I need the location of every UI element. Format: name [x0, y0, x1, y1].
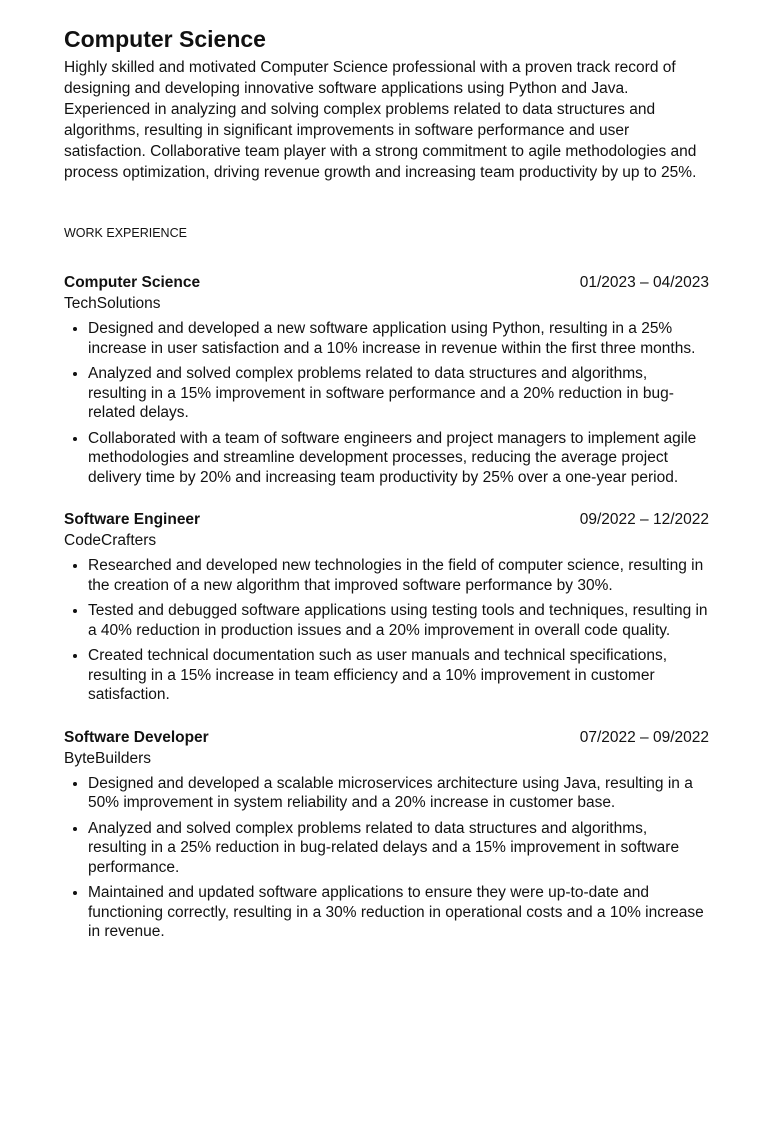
bullet-item: • Tested and debugged software applications using testing tools and techniques, resulting in a 40% reduction in production issues and a 20% improvement in overall code quality. — [88, 601, 709, 640]
company: TechSolutions — [64, 295, 161, 312]
bullet-item: • Maintained and updated software applications to ensure they were up-to-date and functioning correctly, resulting in a 30% reduction in operational costs and a 10% increase in revenue. — [88, 883, 709, 942]
job-dates: 07/2022 – 09/2022 — [579, 728, 709, 746]
job-title: Software Developer — [64, 728, 209, 746]
job-title: Computer Science — [64, 274, 201, 291]
bullet-item: • Researched and developed new technologies in the field of computer science, resulting in the creation of a new algorithm that improved software performance by 30%. — [88, 556, 709, 595]
bullet-item: • Analyzed and solved complex problems related to data structures and algorithms, resulting in a 15% improvement in software performance and a 20% reduction in bug-related delays. — [88, 364, 709, 423]
bullet-item: • Analyzed and solved complex problems related to data structures and algorithms, resulting in a 25% reduction in bug-related delays and a 15% improvement in software performance. — [88, 819, 709, 878]
resume-title: Computer Science — [64, 26, 266, 52]
summary: Highly skilled and motivated Computer Science professional with a proven track record of designing and developing innovative software applications using Python and Java. Experienced in analyzing and solving complex problems related to data structures and algorithms, resulting in significant improvements in software performance and user satisfaction. Collaborative team player with a strong commitment to agile methodologies and process optimization, driving revenue growth and increasing team productivity by up to 25%. — [64, 59, 697, 181]
job-dates: 01/2023 – 04/2023 — [579, 274, 709, 291]
job-entry — [64, 274, 709, 487]
job-entry — [64, 511, 709, 705]
bullet-item: • Designed and developed a new software application using Python, resulting in a 25% increase in user satisfaction and a 10% increase in revenue within the first three months. — [88, 319, 709, 358]
bullet-list — [64, 556, 709, 705]
company: CodeCrafters — [64, 532, 157, 549]
job-title: Software Engineer — [64, 511, 201, 528]
bullet-list — [64, 319, 709, 487]
job-dates: 09/2022 – 12/2022 — [579, 511, 709, 528]
bullet-item: • Created technical documentation such as user manuals and technical specifications, resulting in a 15% increase in team efficiency and a 10% improvement in customer satisfaction. — [88, 646, 709, 705]
company: ByteBuilders — [64, 749, 152, 767]
bullet-item: • Collaborated with a team of software engineers and project managers to implement agile methodologies and streamline development processes, reducing the average project delivery time by 20% and increasing team productivity by 25% over a one-year period. — [88, 429, 709, 488]
job-entry — [64, 729, 709, 942]
section-heading: WORK EXPERIENCE — [64, 226, 187, 240]
bullet-item: • Designed and developed a scalable microservices architecture using Java, resulting in a 50% improvement in system reliability and a 20% increase in customer base. — [88, 774, 709, 813]
bullet-list — [64, 774, 709, 942]
